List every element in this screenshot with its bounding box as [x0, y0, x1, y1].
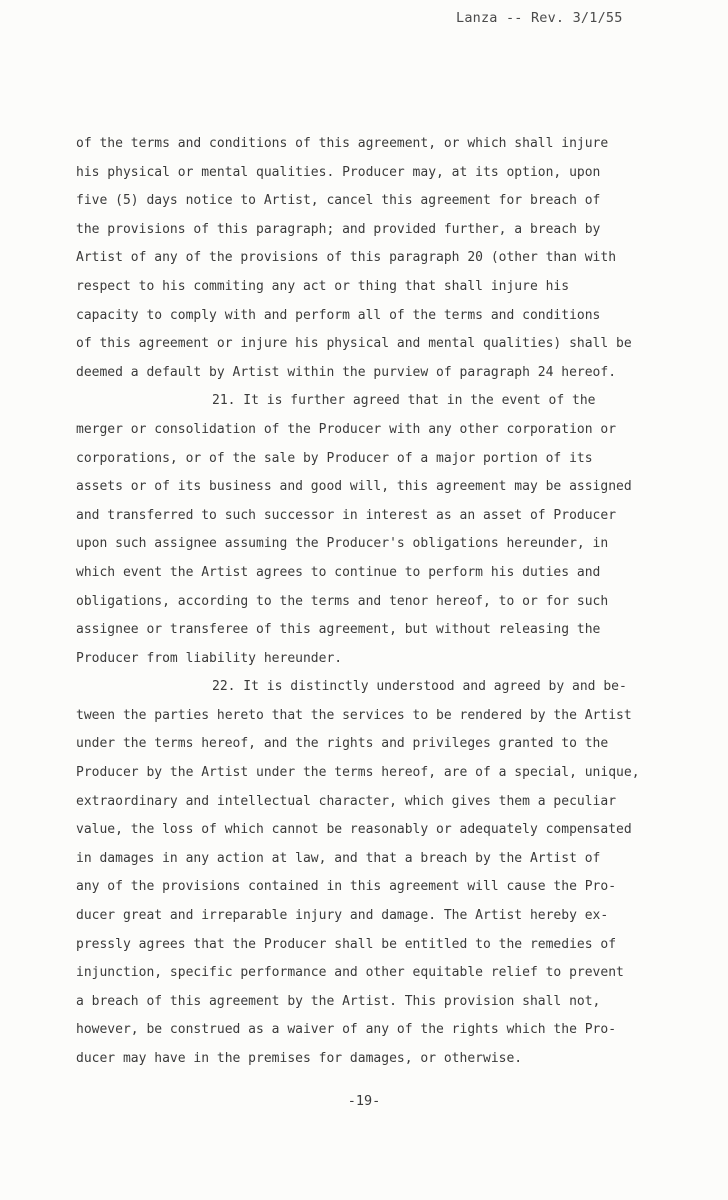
text-line: corporations, or of the sale by Producer of a major portion of its [76, 450, 593, 466]
text-line: respect to his commiting any act or thing that shall injure his [76, 278, 570, 294]
text-line: of this agreement or injure his physical and mental qualities) shall be [76, 336, 632, 352]
text-line: capacity to comply with and perform all of the terms and conditions [76, 307, 601, 323]
text-line: ducer may have in the premises for damages, or otherwise. [76, 1051, 523, 1066]
text-line: ducer great and irreparable injury and damage. The Artist hereby ex- [76, 908, 609, 924]
text-line: merger or consolidation of the Producer with any other corporation or [76, 421, 617, 437]
text-line: any of the provisions contained in this agreement will cause the Pro- [76, 879, 617, 895]
text-line: a breach of this agreement by the Artist. This provision shall not, [76, 993, 601, 1009]
text-line: five (5) days notice to Artist, cancel this agreement for breach of [76, 193, 601, 209]
text-line: of the terms and conditions of this agreement, or which shall injure [76, 136, 609, 151]
text-line: injunction, specific performance and other equitable relief to prevent [76, 965, 624, 981]
page-number: -19- [347, 1093, 381, 1109]
paragraph-20-continuation [76, 130, 696, 387]
document-body [76, 130, 696, 1074]
text-line: assets or of its business and good will, this agreement may be assigned [76, 479, 632, 495]
text-line: pressly agrees that the Producer shall be entitled to the remedies of [76, 936, 617, 952]
text-line: however, be construed as a waiver of any of the rights which the Pro- [76, 1022, 617, 1038]
paragraph-21 [76, 387, 696, 673]
text-line: obligations, according to the terms and tenor hereof, to or for such [76, 593, 609, 609]
text-line: Artist of any of the provisions of this paragraph 20 (other than with [76, 250, 617, 266]
text-line: which event the Artist agrees to continue to perform his duties and [76, 564, 601, 580]
text-line: his physical or mental qualities. Producer may, at its option, upon [76, 164, 601, 180]
text-line: in damages in any action at law, and that a breach by the Artist of [76, 850, 601, 866]
text-line: and transferred to such successor in interest as an asset of Producer [76, 507, 617, 523]
text-line: Producer from liability hereunder. [76, 650, 343, 666]
text-line: extraordinary and intellectual character, which gives them a peculiar [76, 793, 617, 809]
text-line: value, the loss of which cannot be reasonably or adequately compensated [76, 822, 632, 838]
text-line: 21. It is further agreed that in the event of the [212, 393, 596, 409]
text-line: tween the parties hereto that the services to be rendered by the Artist [76, 707, 632, 723]
text-line: assignee or transferee of this agreement, but without releasing the [76, 622, 601, 638]
page-header: Lanza -- Rev. 3/1/55 [456, 10, 623, 26]
text-line: under the terms hereof, and the rights and privileges granted to the [76, 736, 609, 752]
paragraph-22 [76, 673, 696, 1073]
text-line: the provisions of this paragraph; and provided further, a breach by [76, 221, 601, 237]
text-line: 22. It is distinctly understood and agreed by and be- [212, 679, 627, 695]
text-line: upon such assignee assuming the Producer's obligations hereunder, in [76, 536, 609, 552]
text-line: deemed a default by Artist within the purview of paragraph 24 hereof. [76, 364, 617, 380]
text-line: Producer by the Artist under the terms hereof, are of a special, unique, [76, 765, 640, 781]
